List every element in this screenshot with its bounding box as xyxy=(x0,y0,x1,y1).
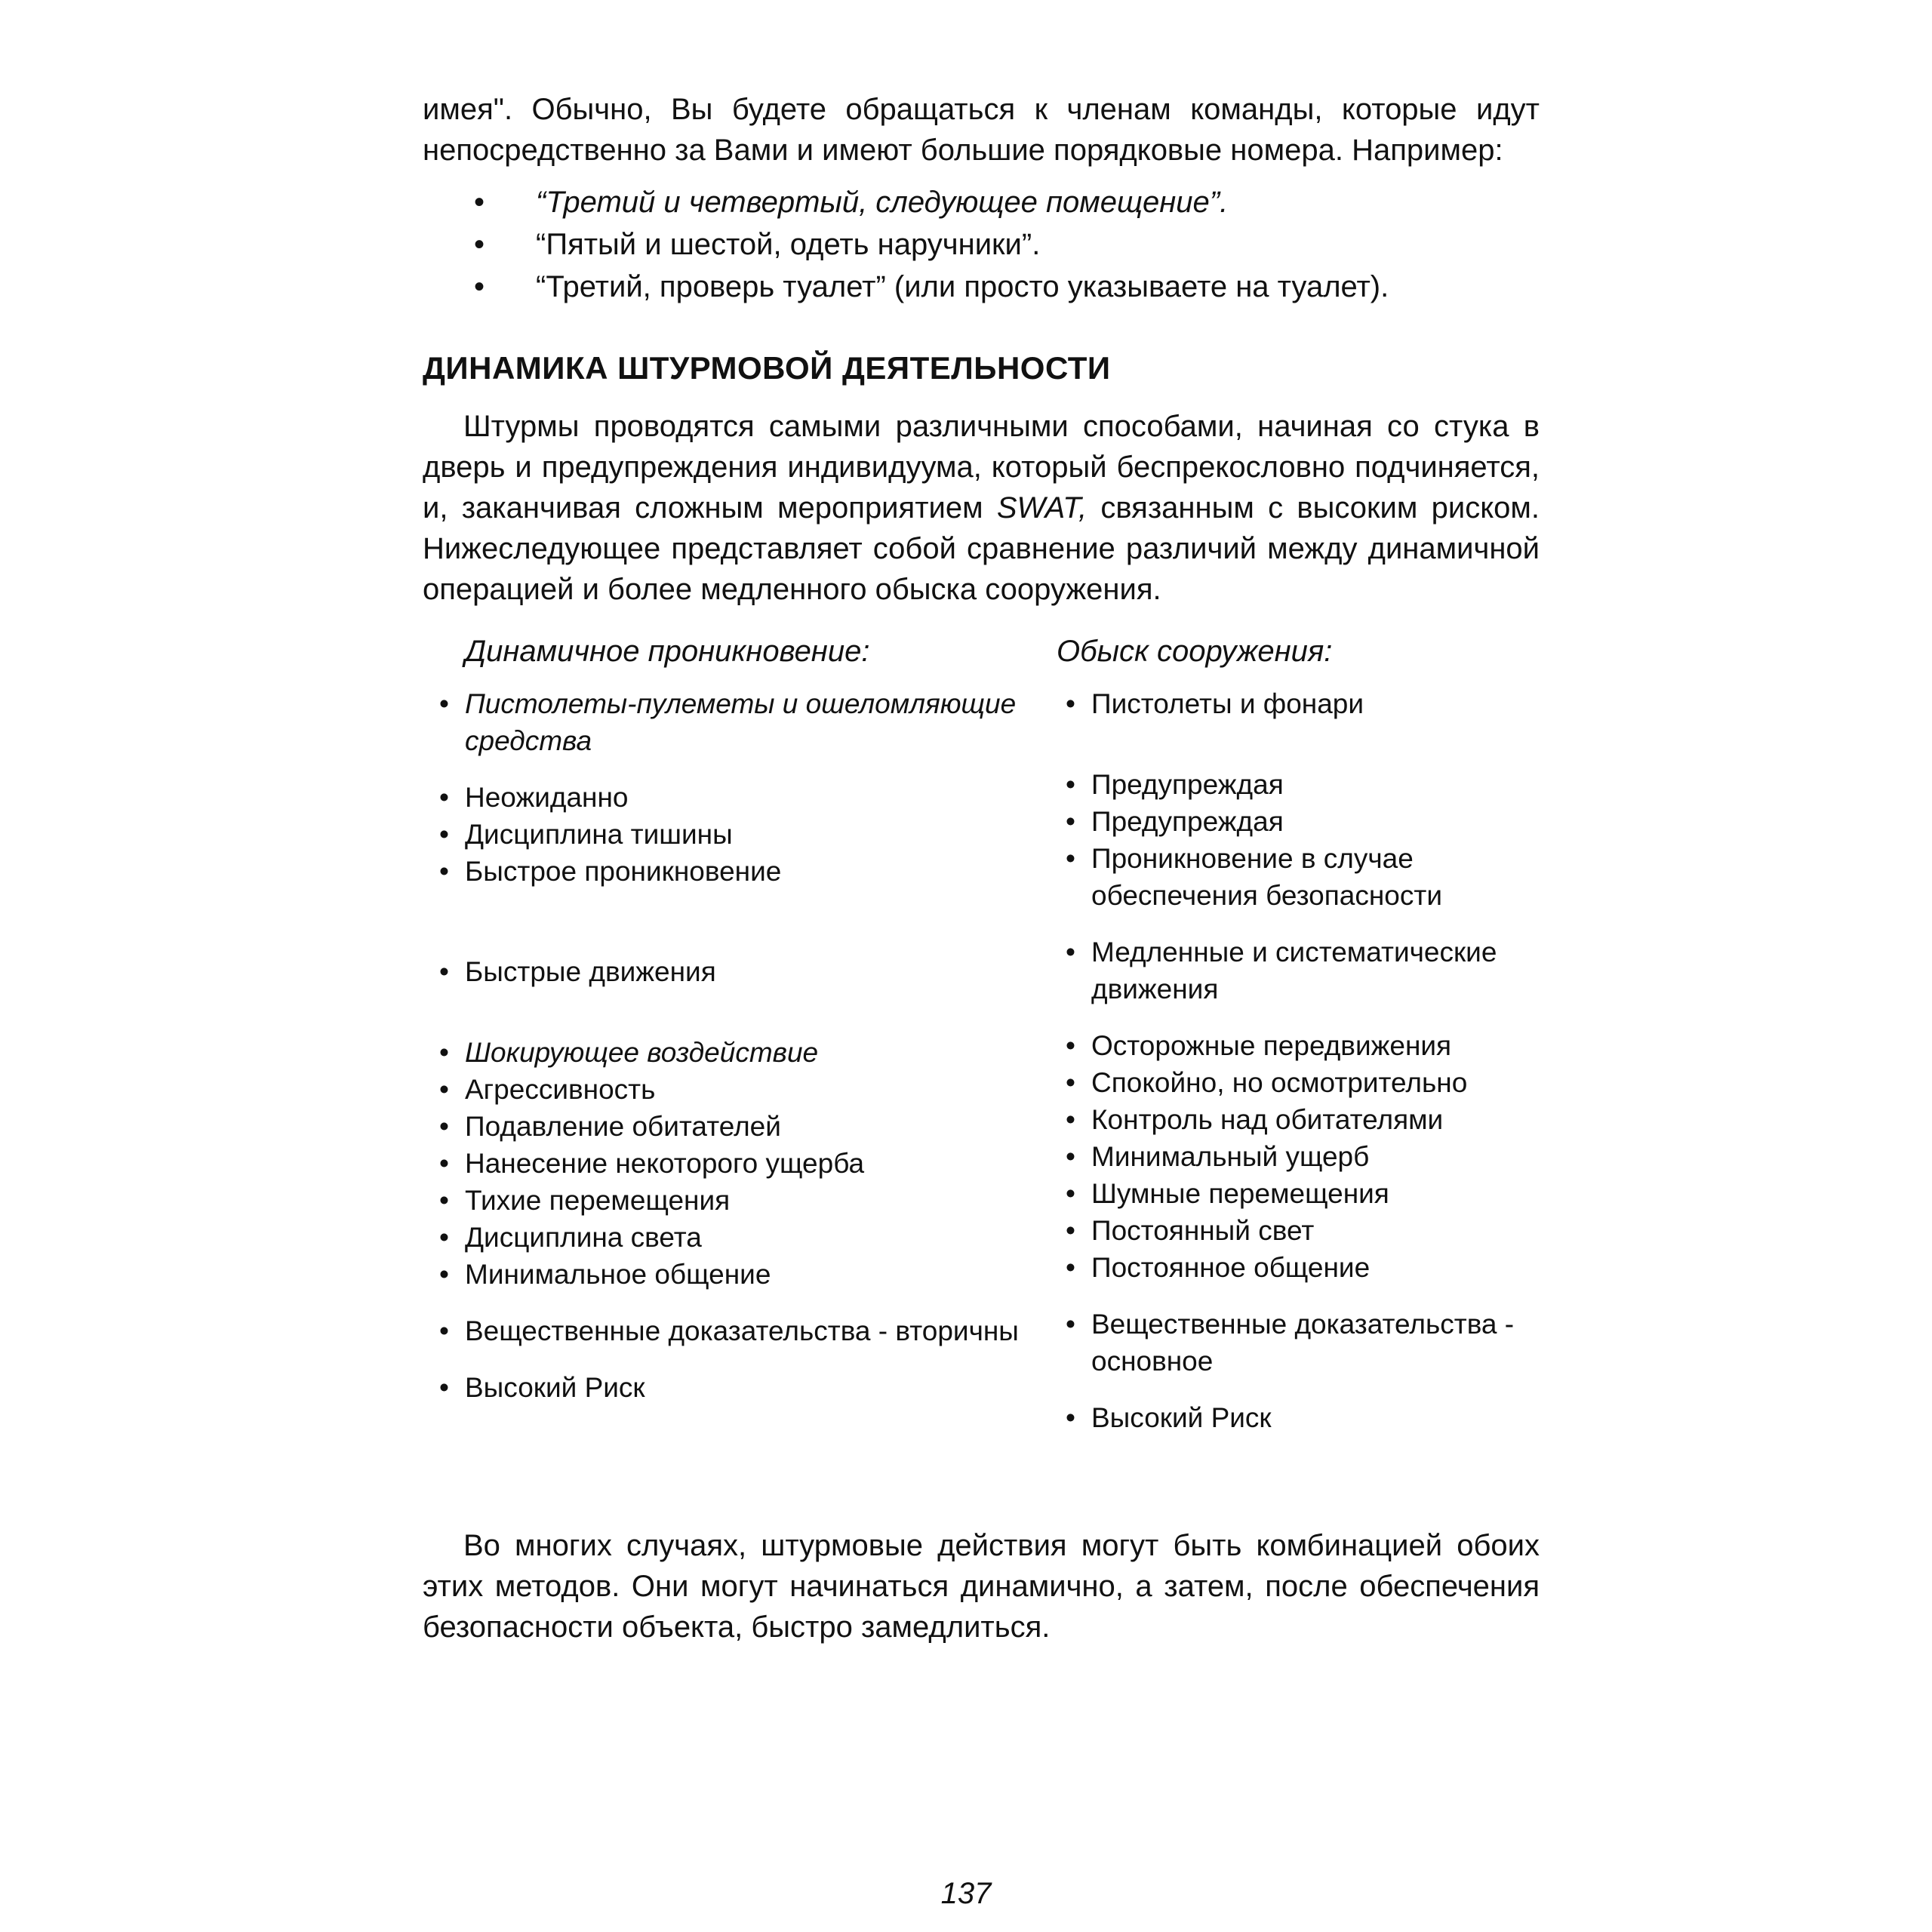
bullet-icon: • xyxy=(1066,1141,1075,1172)
list-item xyxy=(423,953,1049,990)
item-text: Подавление обитателей xyxy=(465,1111,781,1142)
list-item xyxy=(423,1182,1049,1219)
item-text: Вещественные доказательства - основное xyxy=(1091,1309,1515,1377)
bullet-icon: • xyxy=(1066,806,1075,837)
intro-paragraph: имея". Обычно, Вы будете обращаться к членам команды, которые идут непосредственно за Вами и имеют большие порядковые номера. Например: xyxy=(423,93,1540,167)
bullet-icon: • xyxy=(439,1111,449,1142)
list-item xyxy=(1049,1175,1540,1212)
item-text: Минимальное общение xyxy=(465,1259,771,1290)
example-text: “Пятый и шестой, одеть наручники”. xyxy=(536,228,1041,261)
list-item xyxy=(423,1108,1049,1145)
list-item xyxy=(1049,1212,1540,1249)
list-item xyxy=(1049,1249,1540,1286)
list-item xyxy=(1049,1138,1540,1175)
item-text: Шокирующее воздействие xyxy=(465,1037,819,1068)
list-item xyxy=(423,1034,1049,1071)
bullet-icon: • xyxy=(439,688,449,719)
item-text: Шумные перемещения xyxy=(1091,1178,1389,1209)
bullet-icon: • xyxy=(439,1074,449,1105)
column-heading: Динамичное проникновение: xyxy=(465,635,870,668)
bullet-icon: • xyxy=(1066,1030,1075,1061)
list-item xyxy=(423,1145,1049,1182)
item-text: Быстрое проникновение xyxy=(465,856,782,887)
list-item xyxy=(1049,766,1540,803)
item-text: Пистолеты и фонари xyxy=(1091,688,1364,719)
paragraph-text: Штурмы проводятся самыми различными способами, начиная со стука в дверь и предупреждения индивидуума, который беспрекословно подчиняется, и, заканчивая сложным мероприятием xyxy=(423,410,1540,525)
item-text: Агрессивность xyxy=(465,1074,656,1105)
bullet-icon: • xyxy=(1066,1252,1075,1283)
list-item xyxy=(423,1312,1049,1349)
item-text: Нанесение некоторого ущерба xyxy=(465,1148,865,1179)
list-item xyxy=(423,1071,1049,1108)
list-item xyxy=(423,853,1049,890)
closing-paragraph: Во многих случаях, штурмовые действия могут быть комбинацией обоих этих методов. Они могут начинаться динамично, а затем, после обеспечения безопасности объекта, быстро замедлиться. xyxy=(423,1529,1540,1644)
page-content xyxy=(423,89,1540,1647)
bullet-icon: • xyxy=(439,956,449,987)
list-item xyxy=(423,223,1540,266)
bullet-icon: • xyxy=(439,1222,449,1253)
item-text: Спокойно, но осмотрительно xyxy=(1091,1067,1468,1098)
bullet-icon: • xyxy=(1066,1067,1075,1098)
bullet-icon: • xyxy=(439,1259,449,1290)
bullet-icon: • xyxy=(1066,769,1075,800)
bullet-icon: • xyxy=(1066,688,1075,719)
list-item xyxy=(423,266,1540,308)
bullet-icon: • xyxy=(439,1315,449,1346)
bullet-icon: • xyxy=(1066,1309,1075,1340)
section-paragraph xyxy=(423,406,1540,610)
bullet-icon: • xyxy=(439,1372,449,1403)
bullet-icon: • xyxy=(439,856,449,887)
bullet-icon: • xyxy=(439,782,449,813)
list-item xyxy=(1049,685,1540,722)
list-item xyxy=(1049,840,1540,914)
list-item xyxy=(1049,1101,1540,1138)
bullet-icon: • xyxy=(1066,1178,1075,1209)
list-item xyxy=(1049,1306,1540,1380)
list-item xyxy=(1049,1064,1540,1101)
list-item xyxy=(423,779,1049,816)
example-text: “Третий и четвертый, следующее помещение”. xyxy=(536,186,1229,219)
dynamic-entry-column xyxy=(423,631,1049,1436)
bullet-icon: • xyxy=(1066,843,1075,874)
bullet-icon: • xyxy=(1066,1402,1075,1433)
item-text: Постоянный свет xyxy=(1091,1215,1315,1246)
item-text: Вещественные доказательства - вторичны xyxy=(465,1315,1019,1346)
list-item xyxy=(423,1369,1049,1406)
item-text: Тихие перемещения xyxy=(465,1185,731,1216)
list-item xyxy=(1049,934,1540,1008)
item-text: Быстрые движения xyxy=(465,956,716,987)
item-text: Контроль над обитателями xyxy=(1091,1104,1444,1135)
page-number: 137 xyxy=(940,1877,992,1910)
item-text: Пистолеты-пулеметы и ошеломляющие средства xyxy=(465,688,1017,756)
list-item xyxy=(1049,1399,1540,1436)
item-text: Высокий Риск xyxy=(465,1372,645,1403)
column-heading: Обыск сооружения: xyxy=(1057,635,1333,668)
item-text: Предупреждая xyxy=(1091,806,1284,837)
bullet-icon: • xyxy=(1066,1104,1075,1135)
list-item xyxy=(423,816,1049,853)
bullet-icon: • xyxy=(474,228,485,261)
bullet-icon: • xyxy=(439,1037,449,1068)
list-item xyxy=(1049,803,1540,840)
examples-list xyxy=(423,181,1540,308)
bullet-icon: • xyxy=(474,270,485,303)
bullet-icon: • xyxy=(1066,937,1075,968)
list-item xyxy=(423,1256,1049,1293)
comparison-columns xyxy=(423,631,1540,1436)
bullet-icon: • xyxy=(1066,1215,1075,1246)
bullet-icon: • xyxy=(439,1185,449,1216)
item-text: Неожиданно xyxy=(465,782,629,813)
item-text: Проникновение в случае обеспечения безопасности xyxy=(1091,843,1442,911)
paragraph-text: связанным с высоким риском. Нижеследующее представляет собой сравнение различий между динамичной операцией и более медленного обыска сооружения. xyxy=(423,491,1540,606)
bullet-icon: • xyxy=(474,186,485,219)
list-item xyxy=(1049,1027,1540,1064)
example-text: “Третий, проверь туалет” (или просто указываете на туалет). xyxy=(536,270,1389,303)
section-heading: ДИНАМИКА ШТУРМОВОЙ ДЕЯТЕЛЬНОСТИ xyxy=(423,350,1111,386)
item-text: Высокий Риск xyxy=(1091,1402,1272,1433)
item-text: Минимальный ущерб xyxy=(1091,1141,1370,1172)
list-item xyxy=(423,1219,1049,1256)
item-text: Дисциплина света xyxy=(465,1222,702,1253)
item-text: Осторожные передвижения xyxy=(1091,1030,1452,1061)
structure-search-column xyxy=(1049,631,1540,1436)
item-text: Предупреждая xyxy=(1091,769,1284,800)
item-text: Медленные и систематические движения xyxy=(1091,937,1497,1004)
item-text: Дисциплина тишины xyxy=(465,819,733,850)
item-text: Постоянное общение xyxy=(1091,1252,1371,1283)
swat-term: SWAT, xyxy=(996,491,1088,525)
bullet-icon: • xyxy=(439,819,449,850)
list-item xyxy=(423,685,1049,759)
list-item xyxy=(423,181,1540,223)
bullet-icon: • xyxy=(439,1148,449,1179)
